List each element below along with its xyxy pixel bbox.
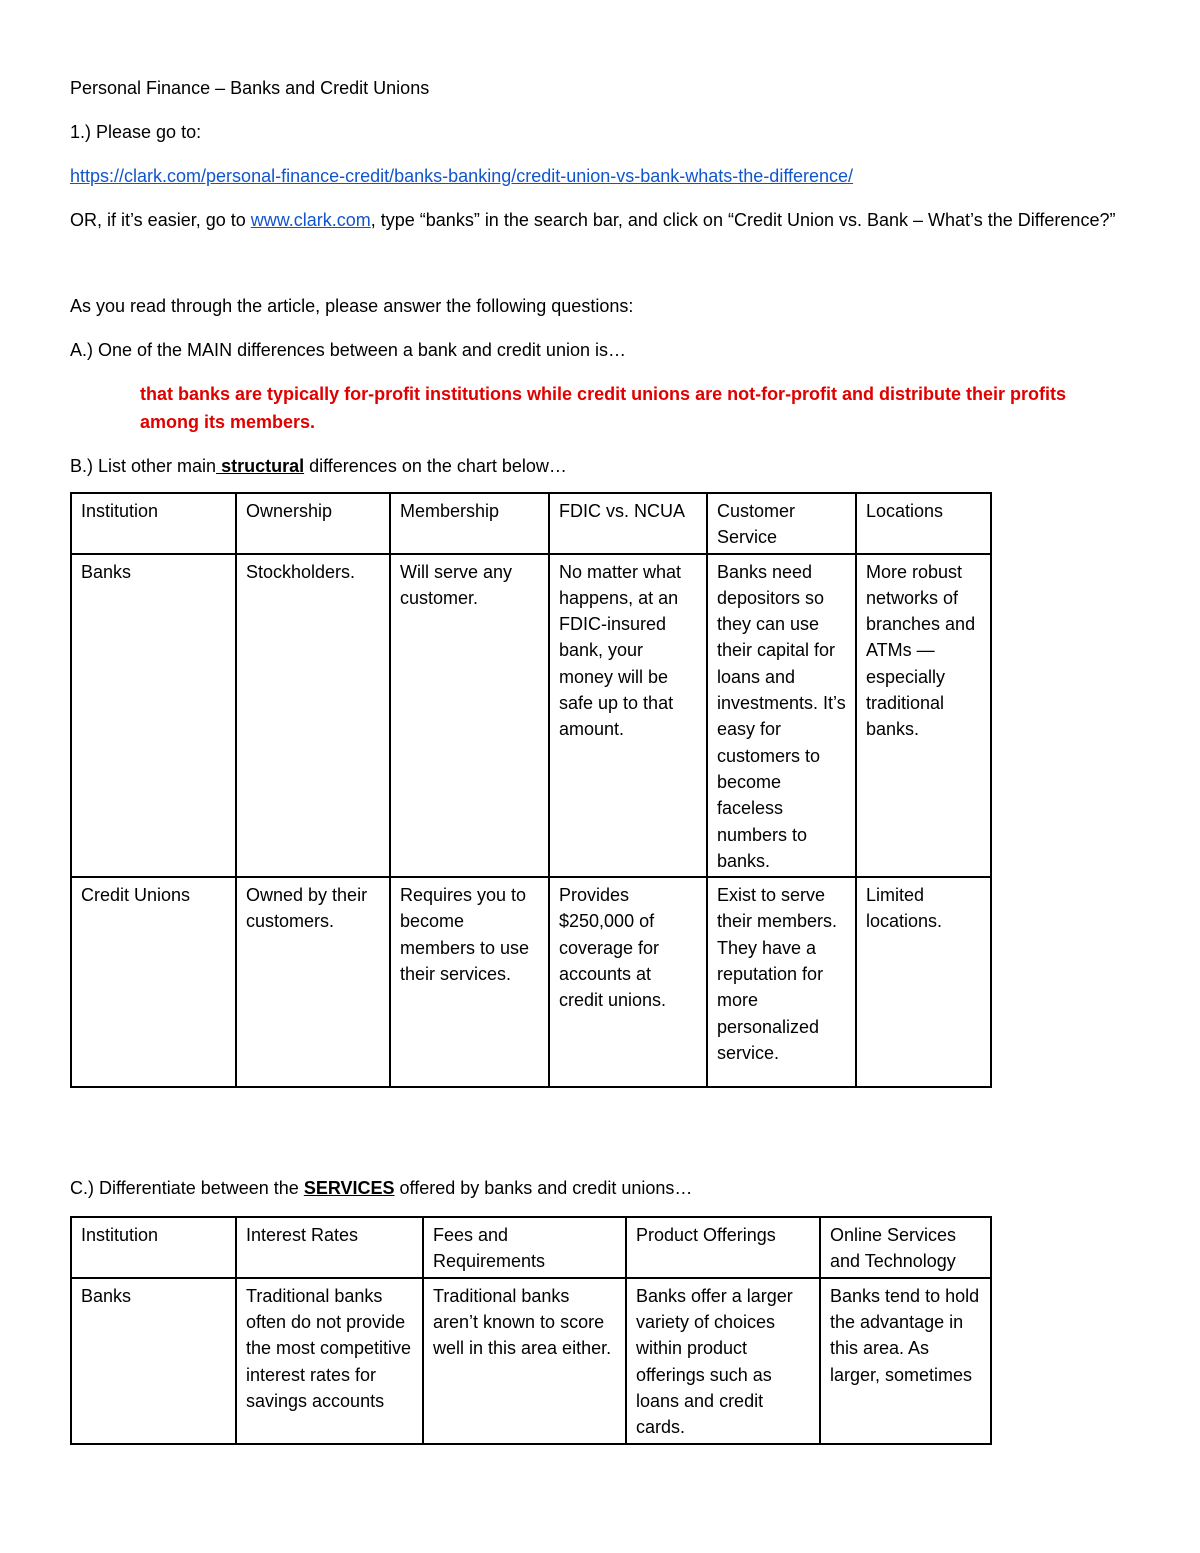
answer-a: that banks are typically for-profit institutions while credit unions are not-for-profit and distribute their profits among its members. bbox=[140, 384, 1067, 432]
table-row bbox=[71, 877, 991, 1087]
step-1-instruction: 1.) Please go to: bbox=[70, 122, 202, 142]
table-header-cell: Locations bbox=[856, 493, 991, 554]
question-c-emphasis: SERVICES bbox=[303, 1178, 395, 1199]
table-cell: Will serve any customer. bbox=[390, 554, 549, 878]
table-header-cell: Product Offerings bbox=[626, 1217, 820, 1278]
article-url-line bbox=[70, 162, 1130, 190]
table-cell: Banks tend to hold the advantage in this area. As larger, sometimes bbox=[820, 1278, 991, 1444]
clark-home-link[interactable]: www.clark.com bbox=[250, 210, 371, 230]
section-spacer bbox=[70, 1088, 1130, 1174]
table-cell: Traditional banks often do not provide the most competitive interest rates for savings accounts bbox=[236, 1278, 423, 1444]
table-cell: No matter what happens, at an FDIC-insured bank, your money will be safe up to that amount. bbox=[549, 554, 707, 878]
table-header-cell: Interest Rates bbox=[236, 1217, 423, 1278]
table-header-cell: Customer Service bbox=[707, 493, 856, 554]
table-header-cell: Ownership bbox=[236, 493, 390, 554]
table-header-cell: Online Services and Technology bbox=[820, 1217, 991, 1278]
alternative-instruction bbox=[70, 206, 1130, 234]
table-cell: Banks need depositors so they can use their capital for loans and investments. It’s easy for customers to become faceless numbers to banks. bbox=[707, 554, 856, 878]
question-a: A.) One of the MAIN differences between a bank and credit union is… bbox=[70, 340, 626, 360]
question-c-suffix: offered by banks and credit unions… bbox=[394, 1178, 693, 1199]
question-b-emphasis: structural bbox=[216, 456, 305, 476]
table-header-row bbox=[71, 493, 991, 554]
table-cell: Provides $250,000 of coverage for accounts at credit unions. bbox=[549, 877, 707, 1087]
article-url-link[interactable]: https://clark.com/personal-finance-credit/banks-banking/credit-union-vs-bank-whats-the-difference/ bbox=[70, 166, 854, 186]
table-row bbox=[71, 1278, 991, 1444]
table-cell: Limited locations. bbox=[856, 877, 991, 1087]
table-cell: Banks offer a larger variety of choices within product offerings such as loans and credit cards. bbox=[626, 1278, 820, 1444]
table-cell: Owned by their customers. bbox=[236, 877, 390, 1087]
table-row bbox=[71, 554, 991, 878]
question-c bbox=[70, 1174, 1130, 1202]
table-header-cell: FDIC vs. NCUA bbox=[549, 493, 707, 554]
table-cell: Requires you to become members to use their services. bbox=[390, 877, 549, 1087]
services-differences-table bbox=[70, 1216, 992, 1444]
or-suffix: , type “banks” in the search bar, and click on “Credit Union vs. Bank – What’s the Difference?” bbox=[370, 210, 1116, 230]
table-header-cell: Membership bbox=[390, 493, 549, 554]
question-b-suffix: differences on the chart below… bbox=[304, 456, 567, 476]
table-cell: Banks bbox=[71, 554, 236, 878]
table-cell: More robust networks of branches and ATMs — especially traditional banks. bbox=[856, 554, 991, 878]
table-cell: Traditional banks aren’t known to score well in this area either. bbox=[423, 1278, 626, 1444]
table-header-row bbox=[71, 1217, 991, 1278]
question-b bbox=[70, 452, 1130, 480]
table-cell: Credit Unions bbox=[71, 877, 236, 1087]
question-c-prefix: C.) Differentiate between the bbox=[70, 1178, 304, 1199]
structural-differences-table bbox=[70, 492, 992, 1088]
document-title: Personal Finance – Banks and Credit Unions bbox=[70, 78, 430, 98]
table-header-cell: Institution bbox=[71, 1217, 236, 1278]
table-cell: Banks bbox=[71, 1278, 236, 1444]
table-cell: Exist to serve their members. They have a reputation for more personalized service. bbox=[707, 877, 856, 1087]
question-b-prefix: B.) List other main bbox=[70, 456, 217, 476]
table-cell: Stockholders. bbox=[236, 554, 390, 878]
document-page bbox=[70, 74, 1130, 1445]
or-prefix: OR, if it’s easier, go to bbox=[70, 210, 251, 230]
questions-intro: As you read through the article, please answer the following questions: bbox=[70, 296, 634, 316]
table-header-cell: Fees and Requirements bbox=[423, 1217, 626, 1278]
table-header-cell: Institution bbox=[71, 493, 236, 554]
